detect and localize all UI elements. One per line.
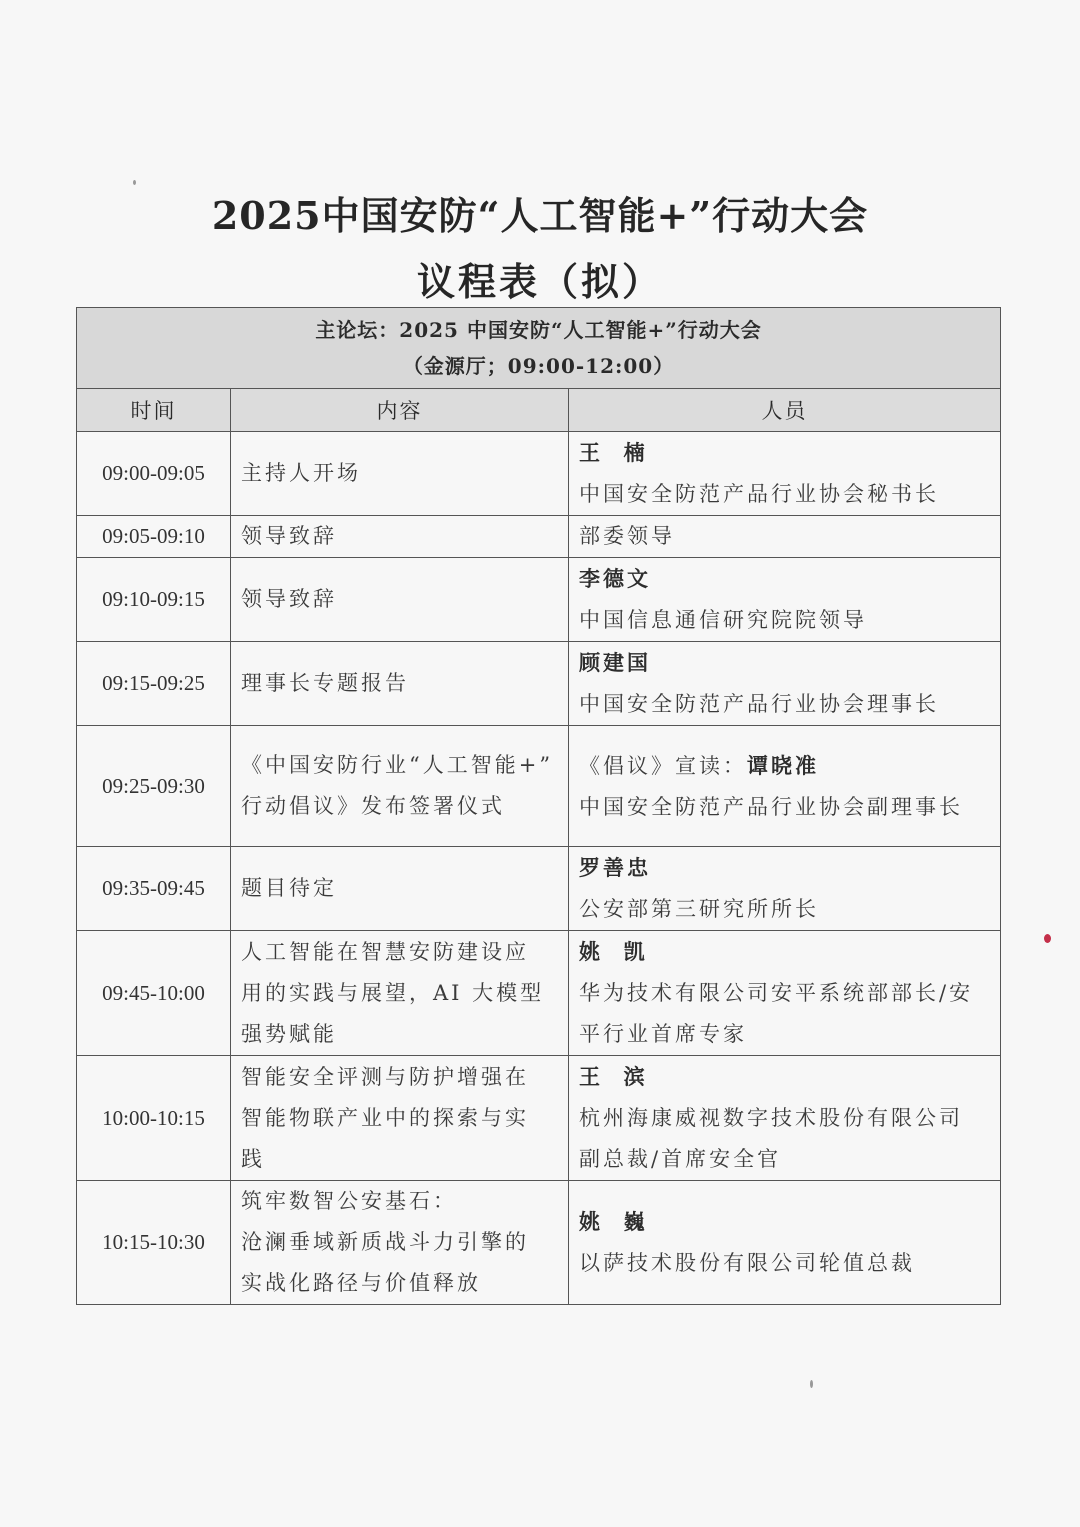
forum-title: 主论坛：2025 中国安防“人工智能+”行动大会 bbox=[315, 318, 762, 342]
agenda-content bbox=[231, 726, 569, 847]
person-name: 姚 凯 bbox=[579, 939, 648, 964]
agenda-content-line: 践 bbox=[241, 1146, 265, 1171]
person-title-line: 部委领导 bbox=[579, 524, 675, 548]
agenda-content-line: 领导致辞 bbox=[241, 587, 337, 611]
agenda-content bbox=[231, 642, 569, 726]
person-name-line bbox=[579, 642, 992, 684]
agenda-person bbox=[569, 931, 1001, 1056]
person-name: 罗善忠 bbox=[579, 855, 651, 880]
person-title-line: 杭州海康威视数字技术股份有限公司 bbox=[579, 1106, 963, 1130]
agenda-time: 09:35-09:45 bbox=[77, 847, 231, 931]
agenda-person bbox=[569, 516, 1001, 558]
agenda-time: 09:00-09:05 bbox=[77, 432, 231, 516]
agenda-time: 09:45-10:00 bbox=[77, 931, 231, 1056]
forum-venue-time: （金源厅；09:00-12:00） bbox=[402, 354, 675, 378]
agenda-content-line: 人工智能在智慧安防建设应 bbox=[241, 939, 529, 964]
person-name-line bbox=[579, 931, 992, 973]
title-line-1: 2025中国安防“人工智能+”行动大会 bbox=[211, 193, 869, 238]
agenda-content bbox=[231, 847, 569, 931]
time-column-header: 时间 bbox=[77, 389, 231, 432]
person-title-line: 平行业首席专家 bbox=[579, 1022, 747, 1046]
person-title-line: 华为技术有限公司安平系统部部长/安 bbox=[579, 981, 974, 1005]
person-title-line: 中国信息通信研究院院领导 bbox=[579, 608, 867, 632]
agenda-person bbox=[569, 1181, 1001, 1305]
agenda-content bbox=[231, 516, 569, 558]
paper-speck bbox=[810, 1380, 813, 1388]
paper-speck bbox=[133, 180, 136, 185]
person-name: 顾建国 bbox=[579, 650, 651, 675]
agenda-content bbox=[231, 931, 569, 1056]
agenda-time: 09:10-09:15 bbox=[77, 558, 231, 642]
agenda-person bbox=[569, 432, 1001, 516]
agenda-content bbox=[231, 1181, 569, 1305]
person-name: 姚 巍 bbox=[579, 1209, 648, 1234]
agenda-content-line: 理事长专题报告 bbox=[241, 671, 409, 695]
person-name: 王 滨 bbox=[579, 1064, 648, 1089]
agenda-person bbox=[569, 558, 1001, 642]
agenda-time: 09:15-09:25 bbox=[77, 642, 231, 726]
agenda-row bbox=[77, 642, 1001, 726]
agenda-content-line: 用的实践与展望，AI 大模型 bbox=[241, 980, 545, 1005]
person-title-line: 副总裁/首席安全官 bbox=[579, 1147, 782, 1171]
agenda-person bbox=[569, 1056, 1001, 1181]
person-name-line bbox=[579, 1201, 992, 1243]
agenda-content-line: 强势赋能 bbox=[241, 1021, 337, 1046]
agenda-row bbox=[77, 726, 1001, 847]
title-line-2: 议程表（拟） bbox=[416, 259, 663, 304]
agenda-row bbox=[77, 931, 1001, 1056]
agenda-content bbox=[231, 432, 569, 516]
agenda-content-line: 沧澜垂域新质战斗力引擎的 bbox=[241, 1230, 529, 1254]
agenda-content-line: 筑牢数智公安基石： bbox=[241, 1189, 457, 1213]
ink-mark bbox=[1044, 934, 1051, 943]
person-name-line bbox=[579, 1056, 992, 1098]
agenda-content-line: 题目待定 bbox=[241, 876, 337, 900]
person-name: 李德文 bbox=[579, 566, 651, 591]
agenda-content bbox=[231, 1056, 569, 1181]
column-header-row bbox=[77, 389, 1001, 432]
people-column-header: 人员 bbox=[569, 389, 1001, 432]
agenda-time: 09:25-09:30 bbox=[77, 726, 231, 847]
agenda-person bbox=[569, 726, 1001, 847]
person-title-line: 中国安全防范产品行业协会秘书长 bbox=[579, 482, 939, 506]
agenda-row bbox=[77, 1056, 1001, 1181]
forum-header-row bbox=[77, 308, 1001, 389]
person-title-line: 中国安全防范产品行业协会理事长 bbox=[579, 692, 939, 716]
agenda-content-line: 实战化路径与价值释放 bbox=[241, 1271, 481, 1295]
agenda-row bbox=[77, 432, 1001, 516]
agenda-person bbox=[569, 847, 1001, 931]
agenda-row bbox=[77, 516, 1001, 558]
agenda-row bbox=[77, 1181, 1001, 1305]
person-name-line bbox=[579, 847, 992, 889]
person-name: 谭晓准 bbox=[747, 752, 819, 778]
agenda-content-line: 智能安全评测与防护增强在 bbox=[241, 1064, 529, 1089]
forum-header bbox=[77, 308, 1001, 389]
agenda-time: 10:00-10:15 bbox=[77, 1056, 231, 1181]
agenda-content-line: 领导致辞 bbox=[241, 524, 337, 548]
agenda-time: 10:15-10:30 bbox=[77, 1181, 231, 1305]
person-name-line bbox=[579, 432, 992, 474]
person-title-line: 中国安全防范产品行业协会副理事长 bbox=[579, 794, 963, 819]
agenda-table bbox=[76, 307, 1001, 1305]
agenda-content-line: 《中国安防行业“人工智能+” bbox=[241, 753, 554, 777]
content-column-header: 内容 bbox=[231, 389, 569, 432]
agenda-content-line: 智能物联产业中的探索与实 bbox=[241, 1105, 529, 1130]
person-role-prefix: 《倡议》宣读： bbox=[579, 753, 747, 778]
person-title-line: 以萨技术股份有限公司轮值总裁 bbox=[579, 1251, 915, 1275]
person-name-line bbox=[579, 558, 992, 600]
agenda-person bbox=[569, 642, 1001, 726]
agenda-content bbox=[231, 558, 569, 642]
agenda-content-line: 行动倡议》发布签署仪式 bbox=[241, 794, 505, 818]
agenda-row bbox=[77, 847, 1001, 931]
person-name: 王 楠 bbox=[579, 440, 648, 465]
agenda-time: 09:05-09:10 bbox=[77, 516, 231, 558]
person-title-line: 公安部第三研究所所长 bbox=[579, 897, 819, 921]
agenda-content-line: 主持人开场 bbox=[241, 461, 361, 485]
agenda-row bbox=[77, 558, 1001, 642]
person-name-line bbox=[579, 745, 992, 787]
document-title bbox=[0, 188, 1080, 310]
